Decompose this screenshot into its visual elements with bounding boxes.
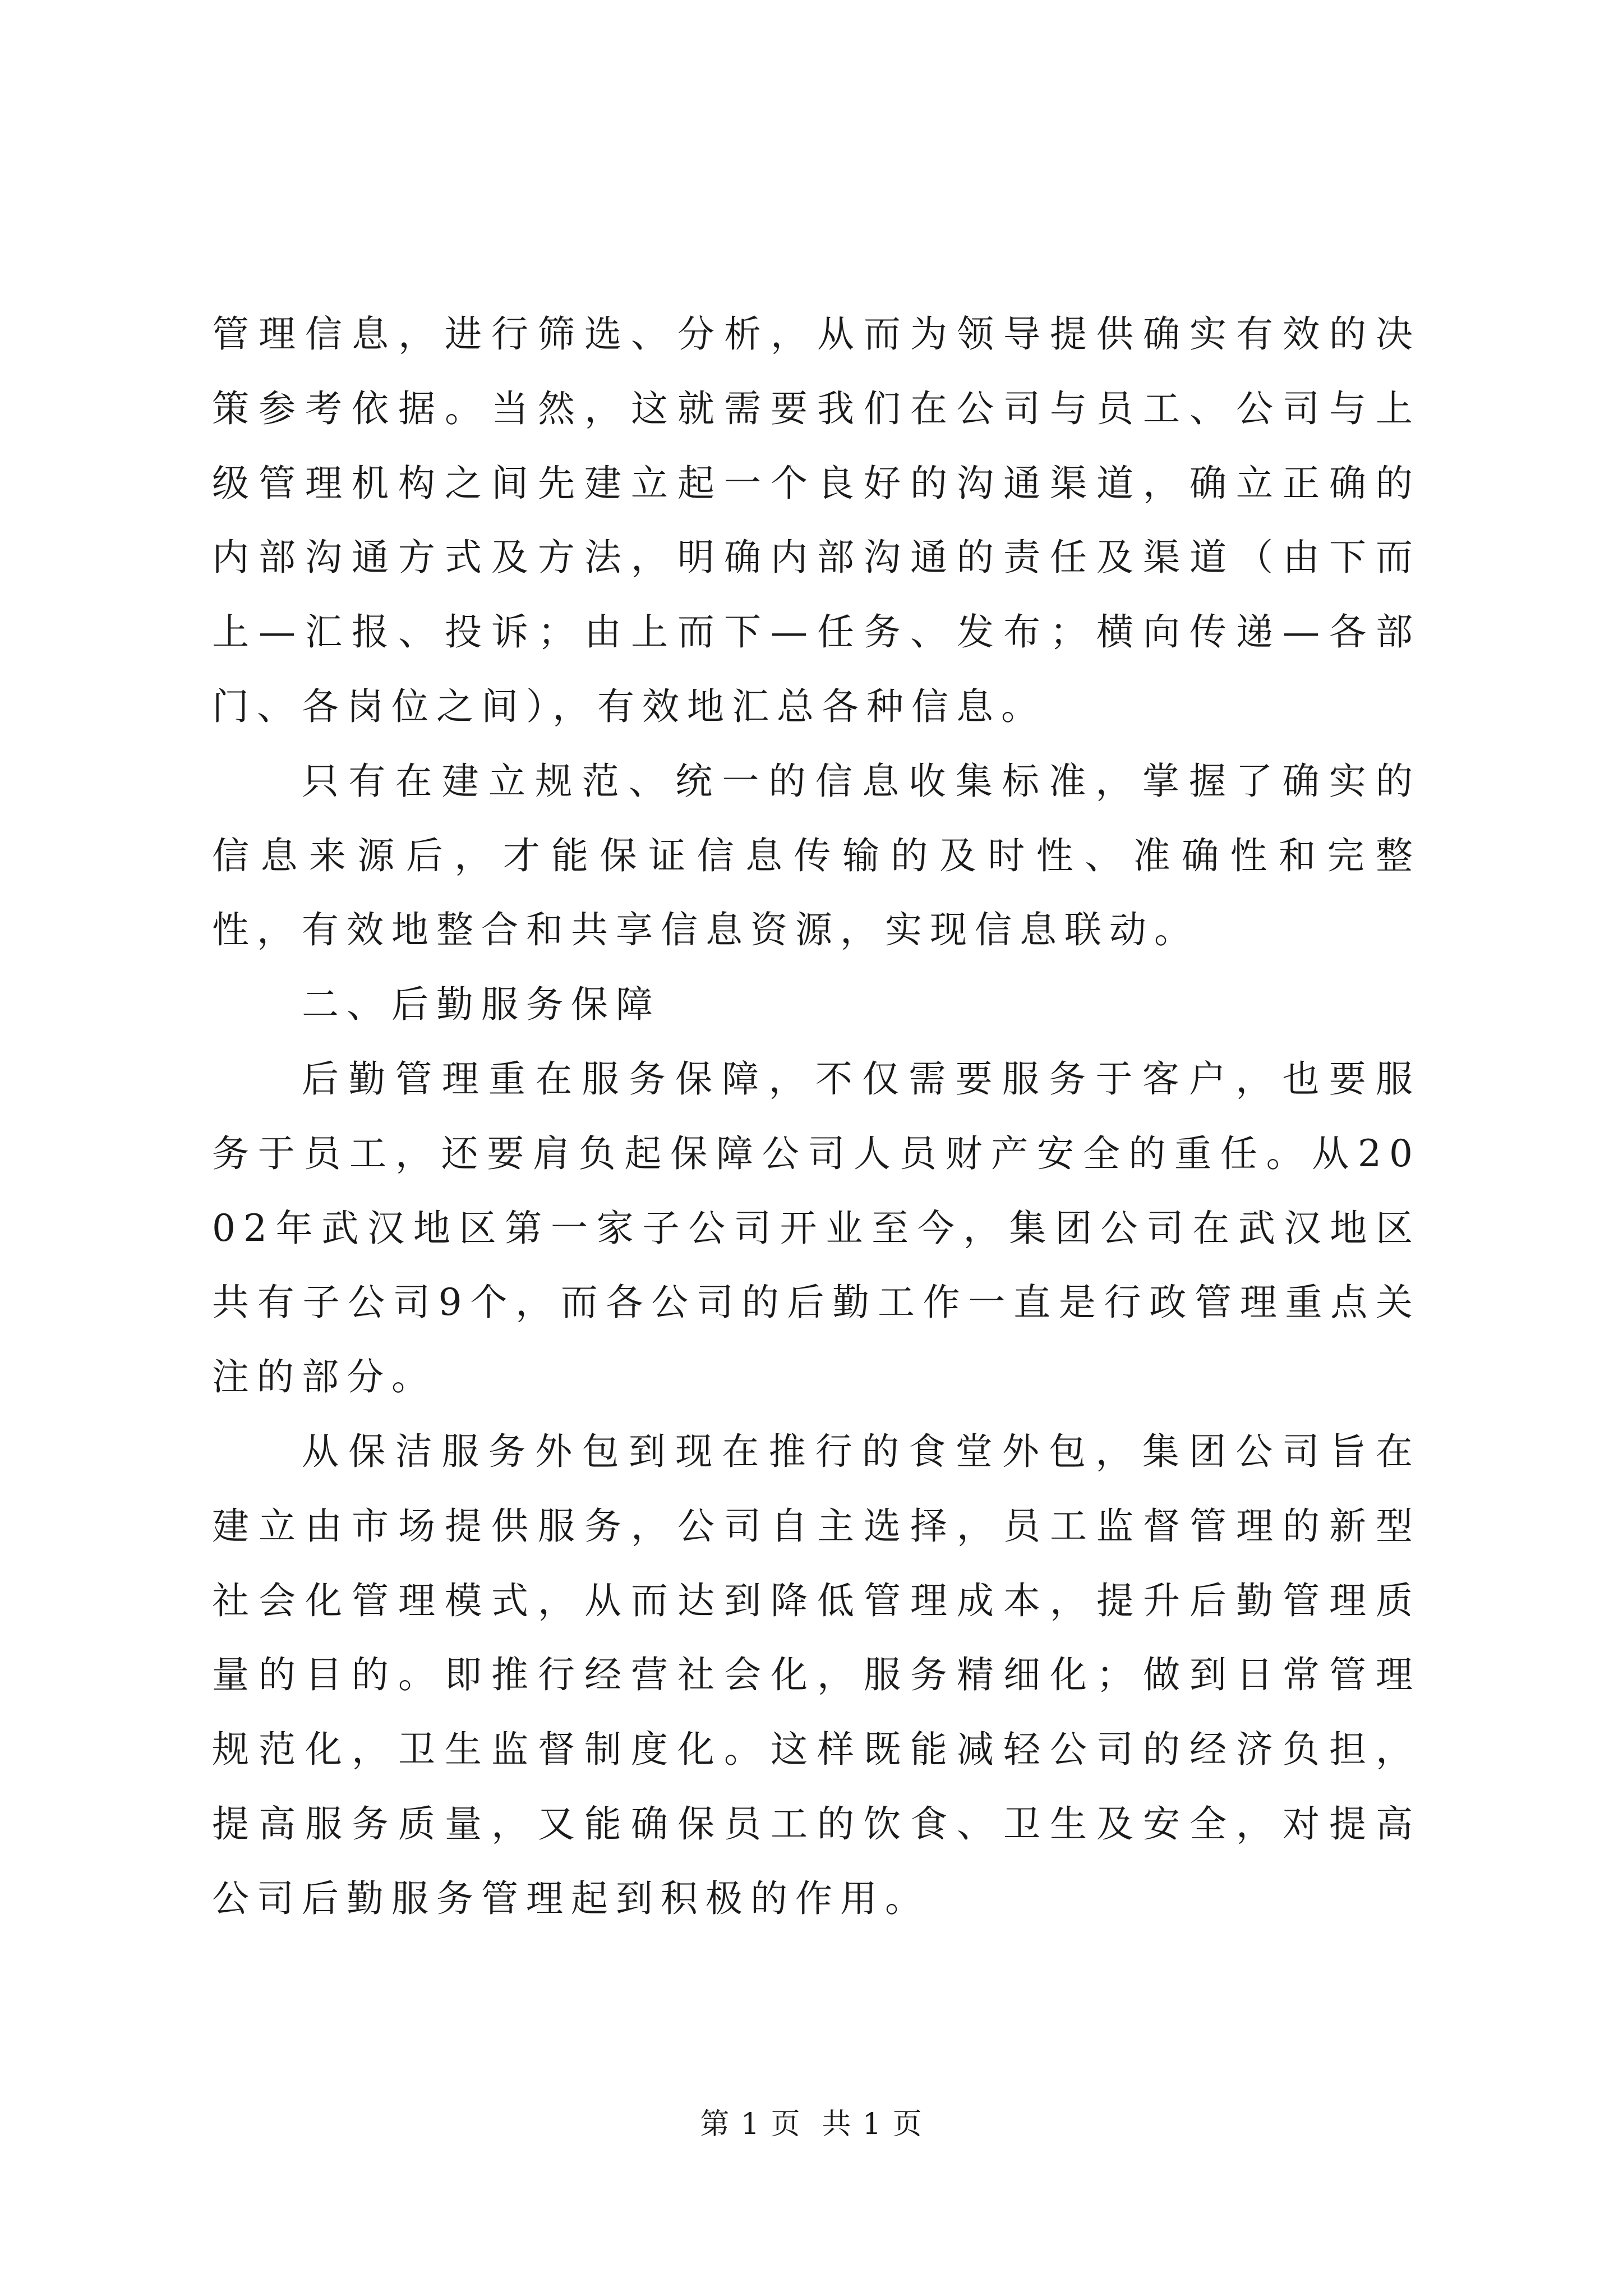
paragraph-1: 管理信息，进行筛选、分析，从而为领导提供确实有效的决策参考依据。当然，这就需要我们在公司与员工、公司与上级管理机构之间先建立起一个良好的沟通渠道，确立正确的内部沟通方式及方法，明确内部沟通的责任及渠道（由下而上—汇报、投诉；由上而下—任务、发布；横向传递—各部门、各岗位之间），有效地汇总各种信息。 bbox=[212, 312, 1421, 728]
page-footer bbox=[0, 2105, 1623, 2144]
paragraph-2: 只有在建立规范、统一的信息收集标准，掌握了确实的信息来源后，才能保证信息传输的及时性、准确性和完整性，有效地整合和共享信息资源，实现信息联动。 bbox=[212, 759, 1421, 952]
paragraph-4: 从保洁服务外包到现在推行的食堂外包，集团公司旨在建立由市场提供服务，公司自主选择，员工监督管理的新型社会化管理模式，从而达到降低管理成本，提升后勤管理质量的目的。即推行经营社会化，服务精细化；做到日常管理规范化，卫生监督制度化。这样既能减轻公司的经济负担，提高服务质量，又能确保员工的饮食、卫生及安全，对提高公司后勤服务管理起到积极的作用。 bbox=[212, 1429, 1421, 1920]
page-number: 第 1 页 共 1 页 bbox=[700, 2108, 923, 2141]
section-heading: 二、后勤服务保障 bbox=[302, 983, 661, 1027]
paragraph-3: 后勤管理重在服务保障，不仅需要服务于客户，也要服务于员工，还要肩负起保障公司人员财产安全的重任。从2002年武汉地区第一家子公司开业至今，集团公司在武汉地区共有子公司9个，而各公司的后勤工作一直是行政管理重点关注的部分。 bbox=[212, 1057, 1421, 1399]
document-body bbox=[212, 297, 1421, 1936]
